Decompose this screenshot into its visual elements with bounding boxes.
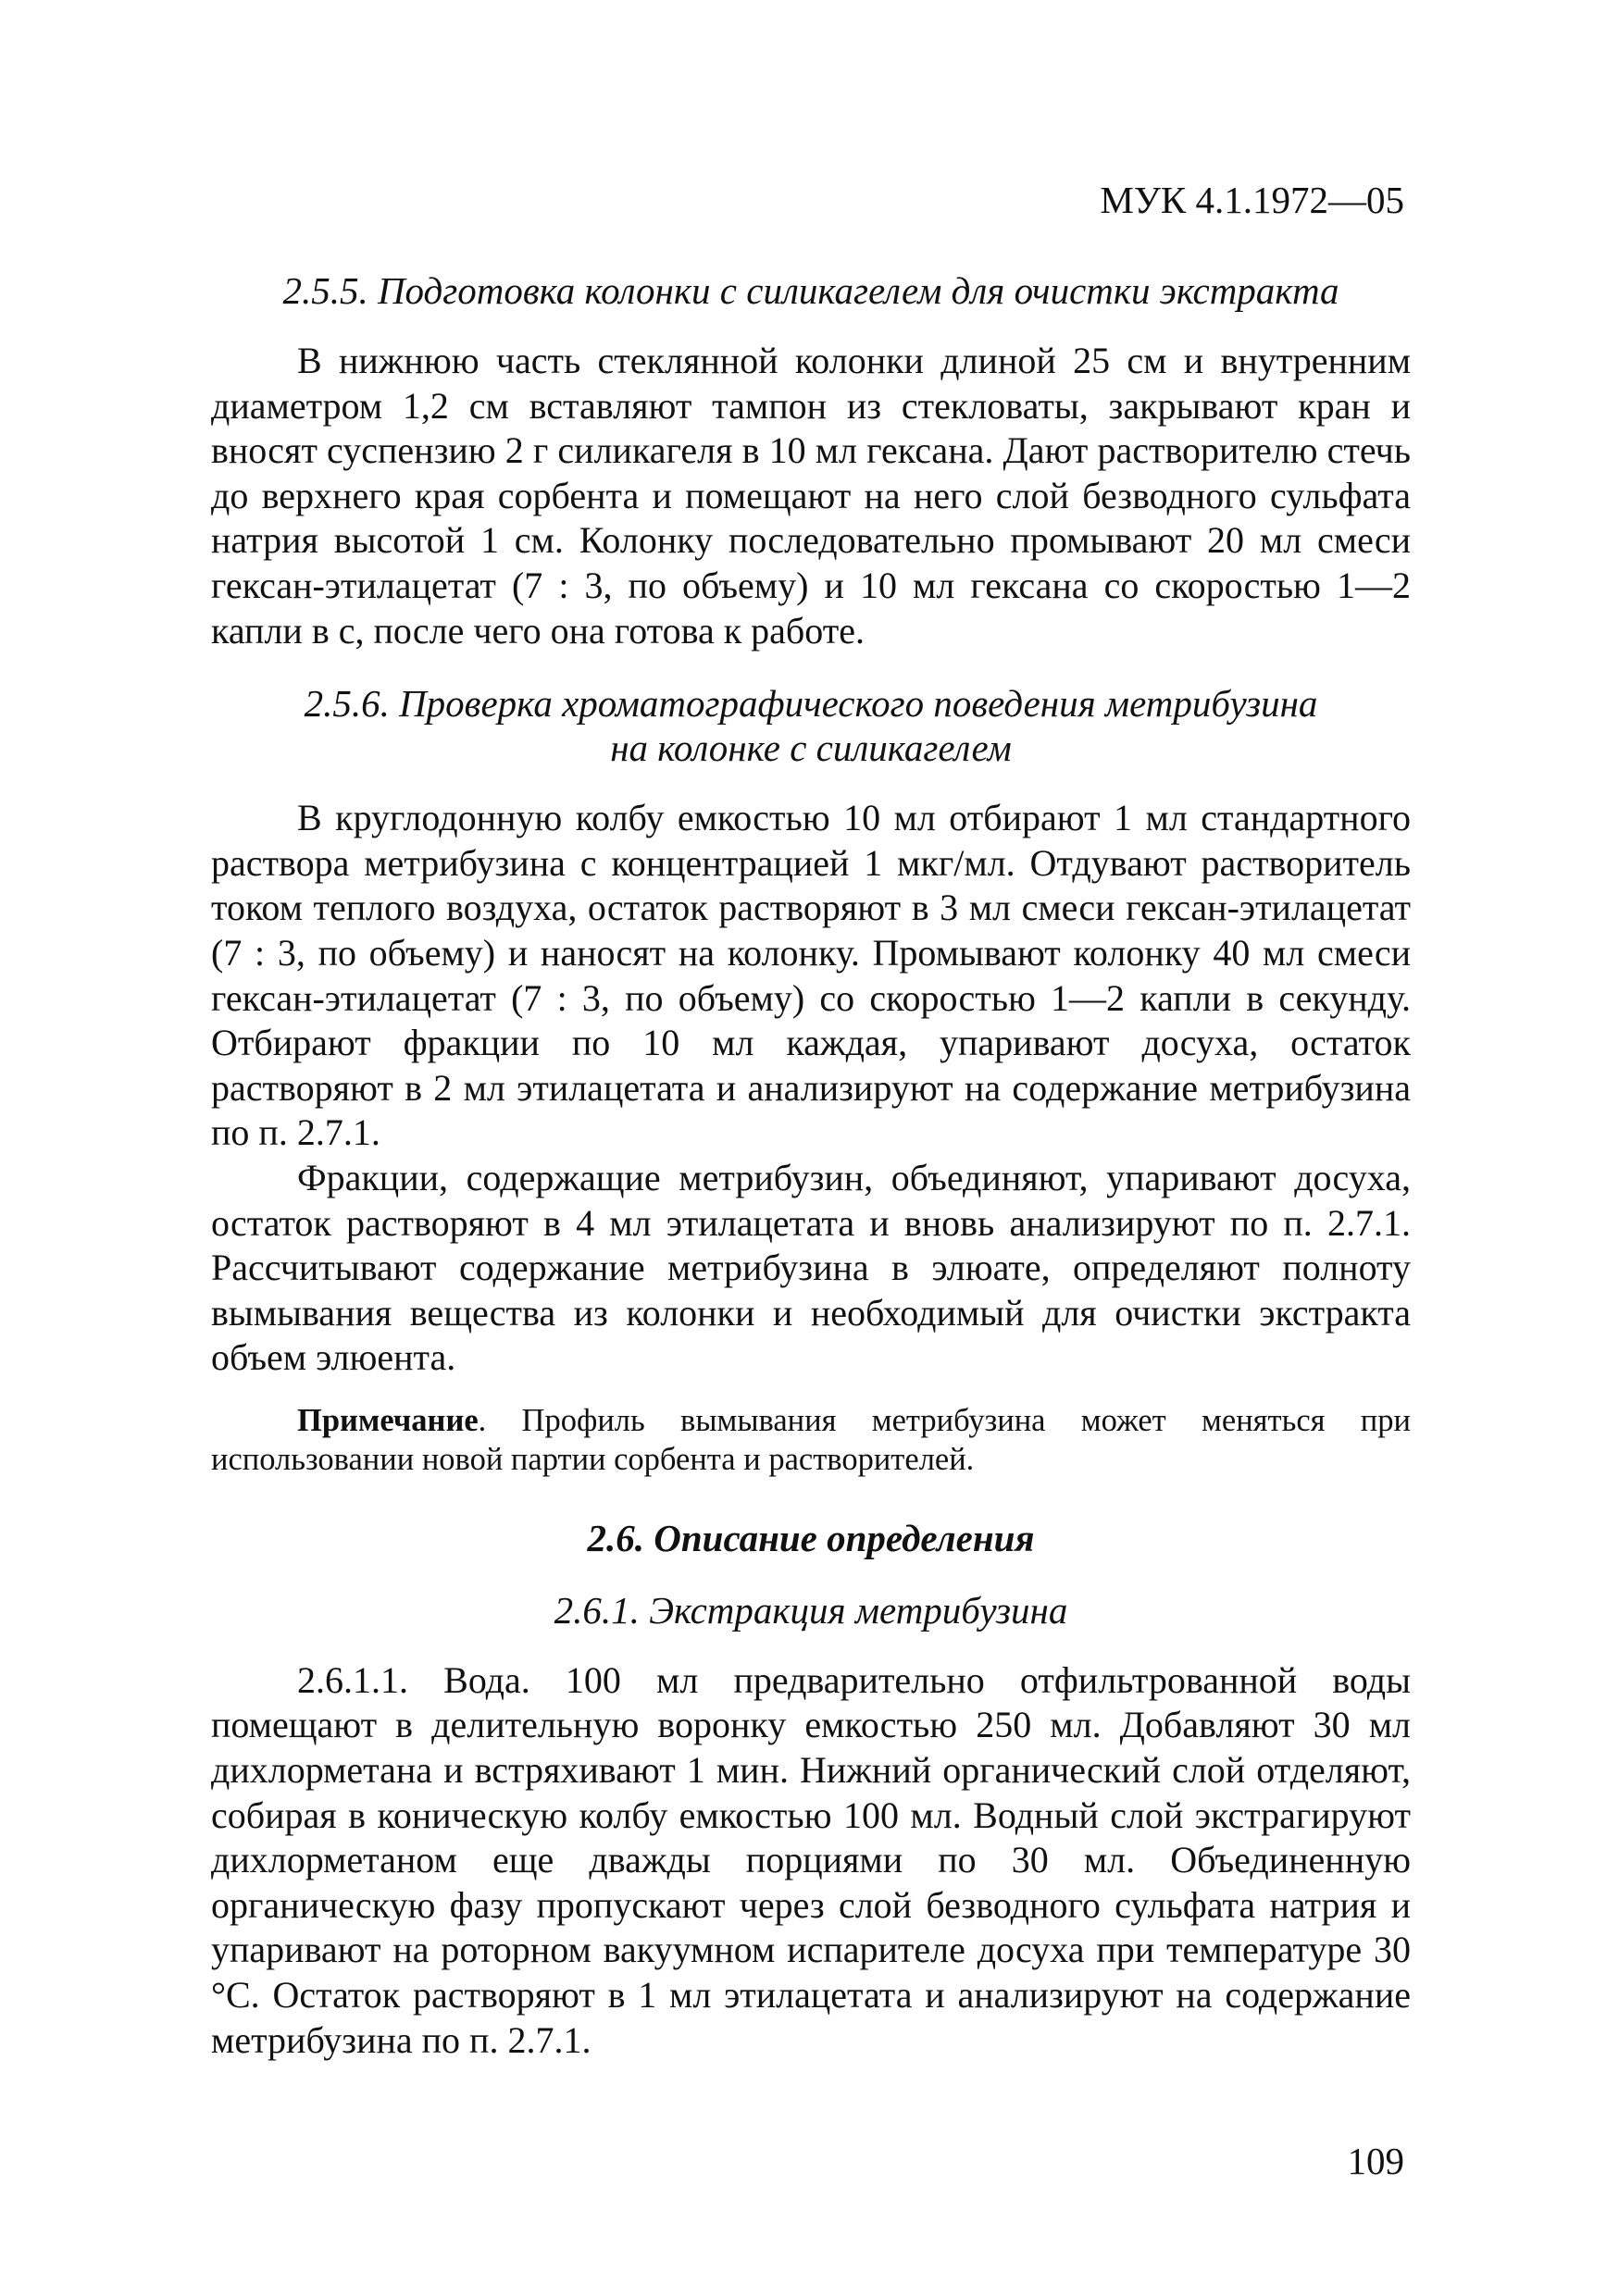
document-code: МУК 4.1.1972—05 <box>1100 179 1404 221</box>
paragraph-2-6-1-1: 2.6.1.1. Вода. 100 мл предварительно отфильтрованной воды помещают в делительную воронку емкостью 250 мл. Добавляют 30 мл дихлорметана и встряхивают 1 мин. Нижний органический слой отделяют, собирая в коническую колбу емкостью 100 мл. Водный слой экстрагируют дихлорметаном еще дважды порциями по 30 мл. Объединенную органическую фазу пропускают через слой безводного сульфата натрия и упаривают на роторном вакуумном испарителе досуха при температуре 30 °С. Остаток растворяют в 1 мл этилацетата и анализируют на содержание метрибузина по п. 2.7.1. <box>211 1658 1411 2061</box>
note-label: Примечание <box>297 1402 479 1438</box>
section-title-2-6: 2.6. Описание определения <box>587 1516 1035 1559</box>
page-content <box>211 268 1411 2063</box>
section-title-2-6-1: 2.6.1. Экстракция метрибузина <box>554 1588 1068 1632</box>
paragraph-2-5-6-first: В круглодонную колбу емкостью 10 мл отбирают 1 мл стандартного раствора метрибузина с концентрацией 1 мкг/мл. Отдувают растворитель током теплого воздуха, остаток растворяют в 3 мл смеси гексан-этилацетат (7 : 3, по объему) и наносят на колонку. Промывают колонку 40 мл смеси гексан-этилацетат (7 : 3, по объему) со скоростью 1—2 капли в секунду. Отбирают фракции по 10 мл каждая, упаривают досуха, остаток растворяют в 2 мл этилацетата и анализируют на содержание метрибузина по п. 2.7.1. <box>211 797 1411 1154</box>
note-text: . Профиль вымывания метрибузина может меняться при использовании новой партии сорбента и растворителей. <box>211 1402 1411 1477</box>
paragraph-2-5-6-second: Фракции, содержащие метрибузин, объединяют, упаривают досуха, остаток растворяют в 4 мл этилацетата и вновь анализируют по п. 2.7.1. Рассчитывают содержание метрибузина в элюате, определяют полноту вымывания вещества из колонки и необходимый для очистки экстракта объем элюента. <box>211 1156 1411 1379</box>
note-paragraph <box>211 1401 1411 1479</box>
section-title-2-5-5: 2.5.5. Подготовка колонки с силикагелем для очистки экстракта <box>282 269 1339 312</box>
section-title-2-5-6-line2: на колонке с силикагелем <box>610 726 1012 770</box>
section-title-2-5-6-line1: 2.5.6. Проверка хроматографического поведения метрибузина <box>304 682 1318 726</box>
paragraph-2-5-5: В нижнюю часть стеклянной колонки длиной 25 см и внутренним диаметром 1,2 см вставляют тампон из стекловаты, закрывают кран и вносят суспензию 2 г силикагеля в 10 мл гексана. Дают растворителю стечь до верхнего края сорбента и помещают на него слой безводного сульфата натрия высотой 1 см. Колонку последовательно промывают 20 мл смеси гексан-этилацетат (7 : 3, по объему) и 10 мл гексана со скоростью 1—2 капли в с, после чего она готова к работе. <box>211 340 1411 652</box>
page-number: 109 <box>1347 2140 1404 2182</box>
